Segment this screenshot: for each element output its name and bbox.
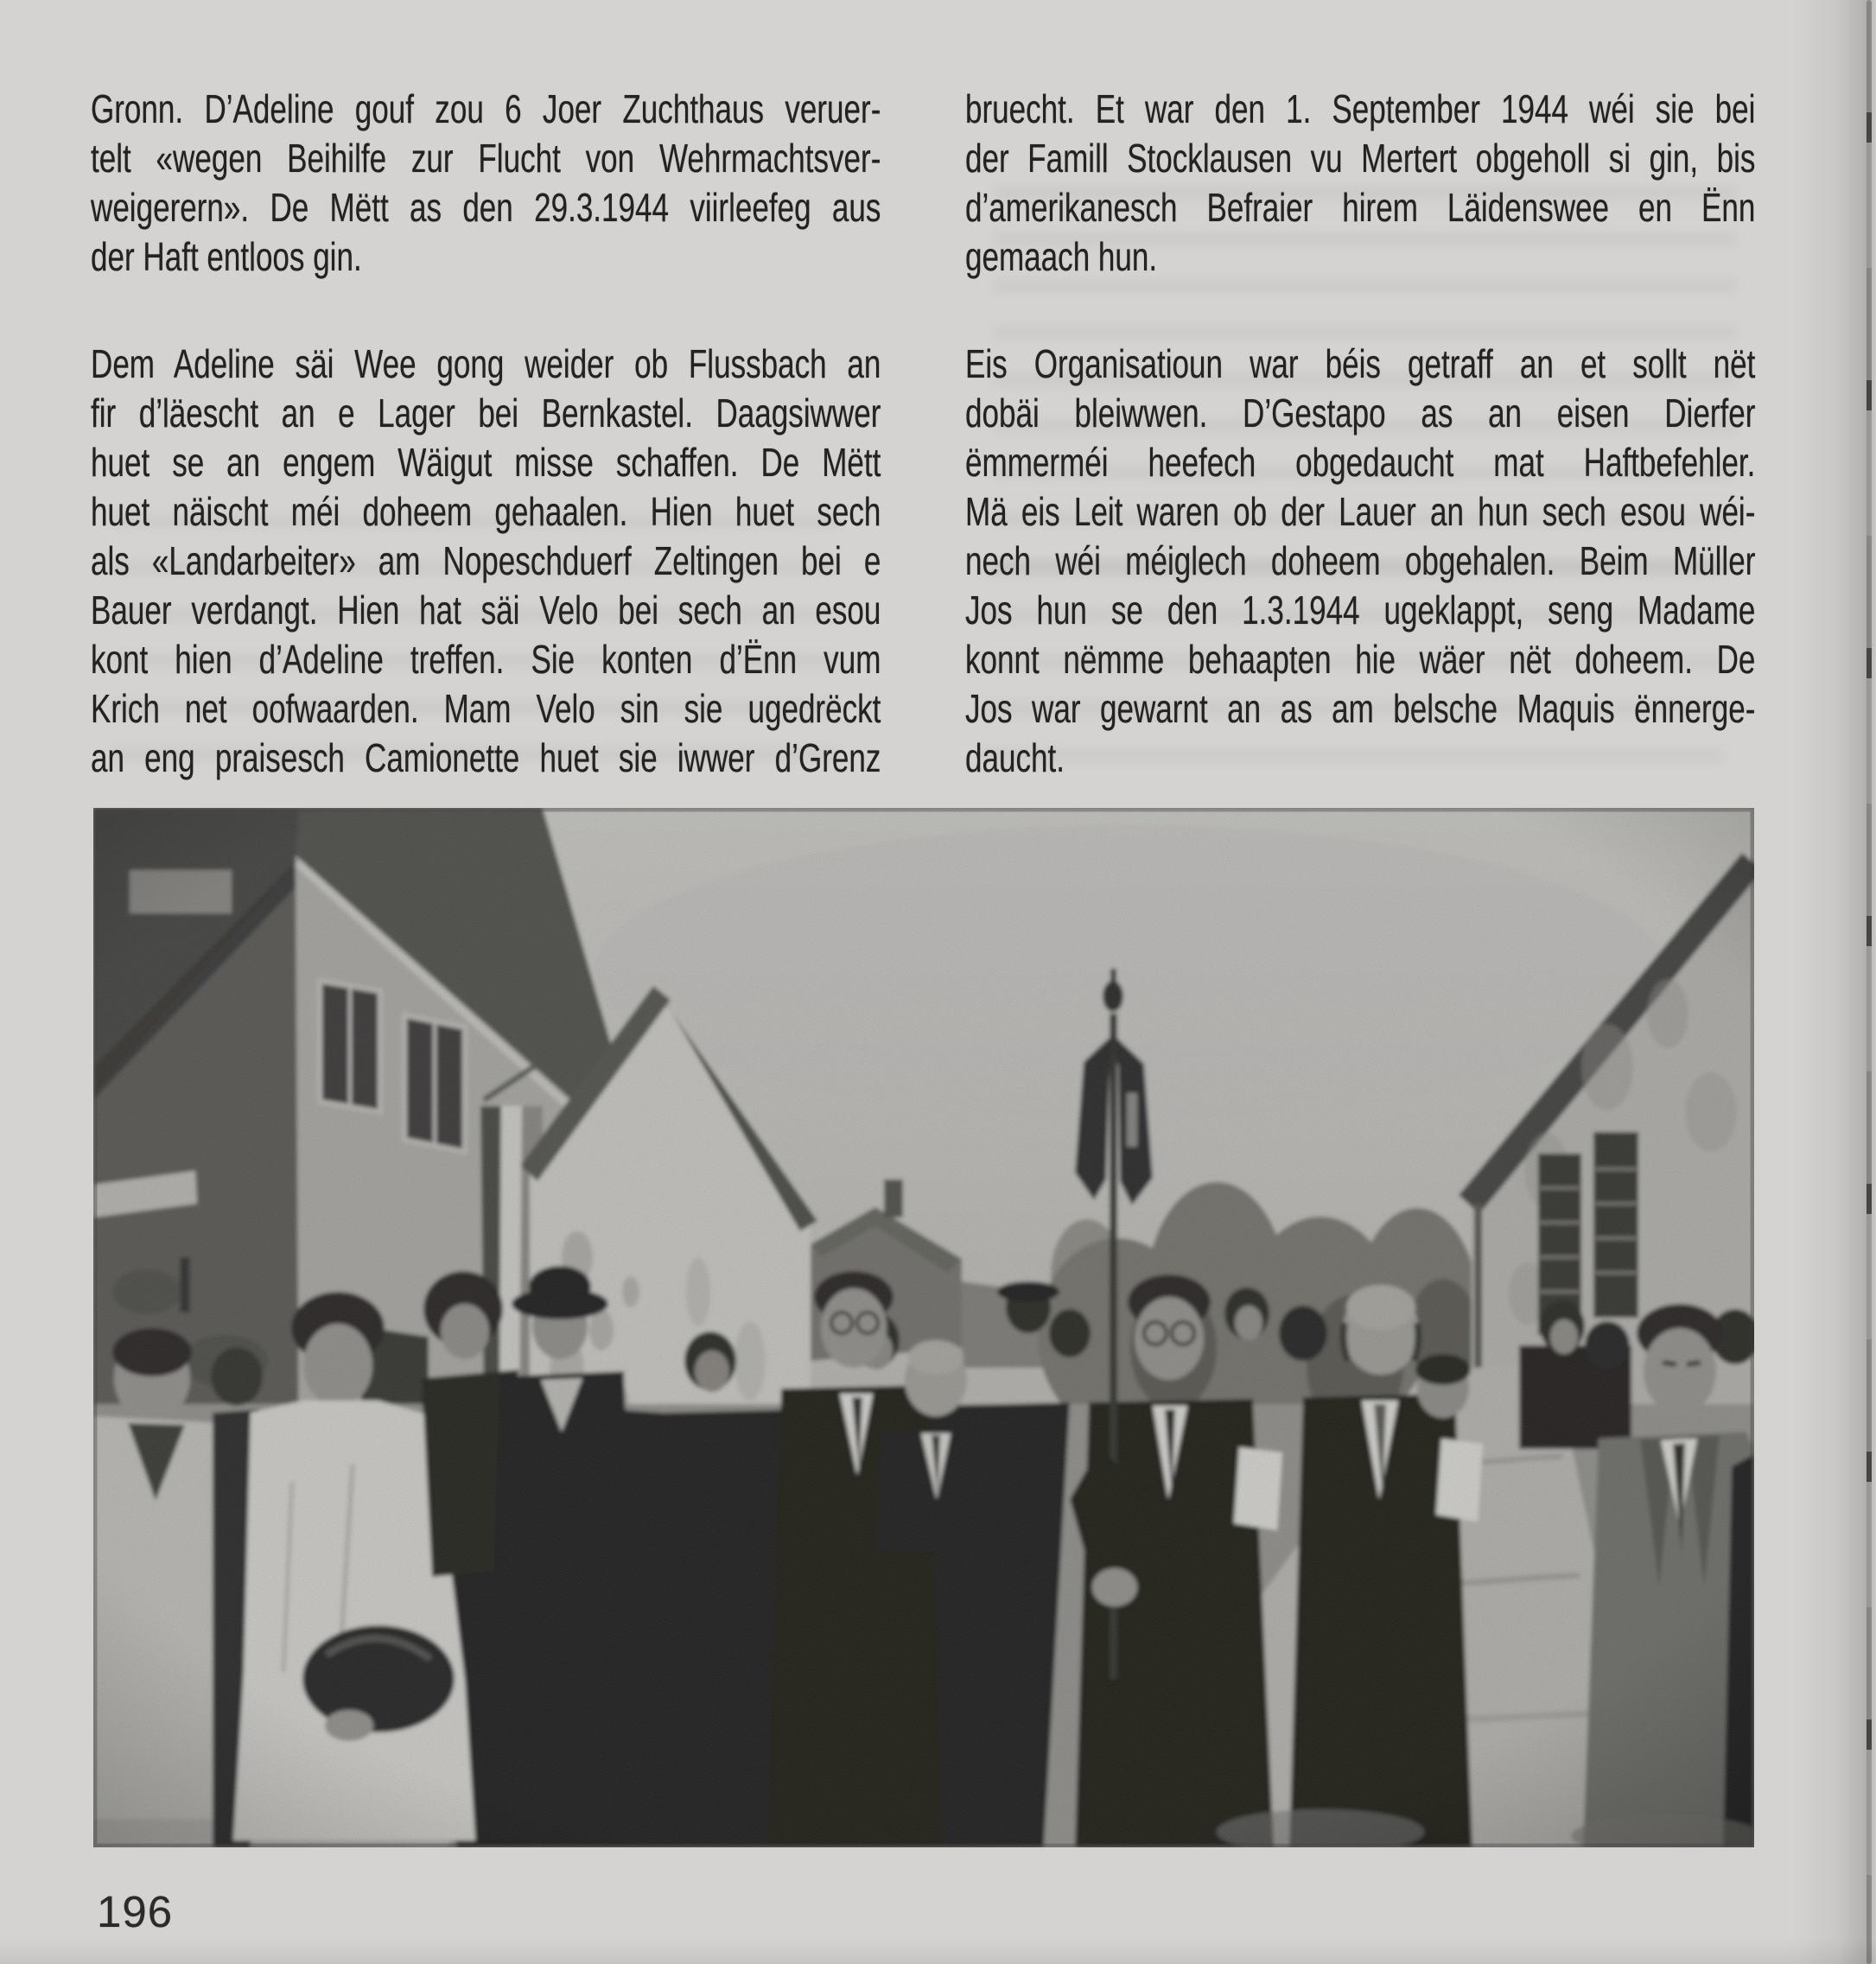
text-line: bruecht. Et war den 1. September 1944 wéi sie bei — [965, 86, 1756, 131]
text-line: Bauer verdangt. Hien hat säi Velo bei sech an esou — [91, 588, 881, 632]
paragraph — [91, 85, 881, 282]
text-line: fir d’läescht an e Lager bei Bernkastel. Daagsiwwer — [91, 391, 881, 435]
text-line: Jos hun se den 1.3.1944 ugeklappt, seng Madame — [965, 588, 1756, 632]
text-line: als «Landarbeiter» am Nopeschduerf Zeltingen bei e — [91, 538, 881, 583]
text-line: dobäi bleiwwen. D’Gestapo as an eisen Dierfer — [965, 391, 1756, 435]
text-line: der Famill Stocklausen vu Mertert obgeholl si gin, bis — [965, 136, 1756, 181]
text-line: kont hien d’Adeline treffen. Sie konten d’Ënn vum — [91, 637, 881, 682]
text-line: Jos war gewarnt an as am belsche Maquis ënnerge- — [965, 686, 1756, 731]
vignette — [93, 808, 1754, 1847]
text-line: Gronn. D’Adeline gouf zou 6 Joer Zuchthaus veruer- — [91, 86, 881, 131]
text-line: ëmmerméi heefech obgedaucht mat Haftbefehler. — [965, 440, 1756, 485]
bottom-scan-shadow — [0, 1938, 1876, 1964]
text-line: der Haft entloos gin. — [91, 234, 362, 279]
text-line: daucht. — [965, 735, 1065, 780]
text-line: Eis Organisatioun war béis getraff an et sollt nët — [965, 341, 1756, 386]
photo-scene — [93, 808, 1754, 1847]
text-line: Dem Adeline säi Wee gong weider ob Flussbach an — [91, 341, 881, 386]
text-column-right — [965, 85, 1755, 841]
text-line: huet näischt méi doheem gehaalen. Hien huet sech — [91, 489, 881, 534]
text-line: Mä eis Leit waren ob der Lauer an hun sech esou wéi- — [965, 489, 1756, 534]
text-line: Krich net oofwaarden. Mam Velo sin sie ugedrëckt — [91, 686, 881, 731]
page-number: 196 — [97, 1887, 174, 1936]
paragraph — [91, 340, 881, 783]
text-line: gemaach hun. — [965, 234, 1158, 279]
text-line: nech wéi méiglech doheem obgehalen. Beim Müller — [965, 538, 1756, 583]
text-line: weigerern». De Mëtt as den 29.3.1944 viirleefeg aus — [91, 185, 881, 230]
paragraph — [965, 340, 1755, 783]
procession-photograph — [93, 808, 1754, 1847]
text-line: konnt nëmme behaapten hie wäer nët doheem. De — [965, 637, 1756, 682]
page-torn-edge — [1866, 0, 1872, 1964]
paragraph — [965, 85, 1755, 282]
text-line: an eng praisesch Camionette huet sie iwwer d’Grenz — [91, 735, 881, 780]
text-line: telt «wegen Beihilfe zur Flucht von Wehrmachtsver- — [91, 136, 881, 181]
text-line: d’amerikanesch Befraier hirem Läidenswee en Ënn — [965, 185, 1756, 230]
page-gutter-shadow — [1794, 0, 1876, 1964]
text-column-left — [91, 85, 881, 841]
text-line: huet se an engem Wäigut misse schaffen. De Mëtt — [91, 440, 881, 485]
